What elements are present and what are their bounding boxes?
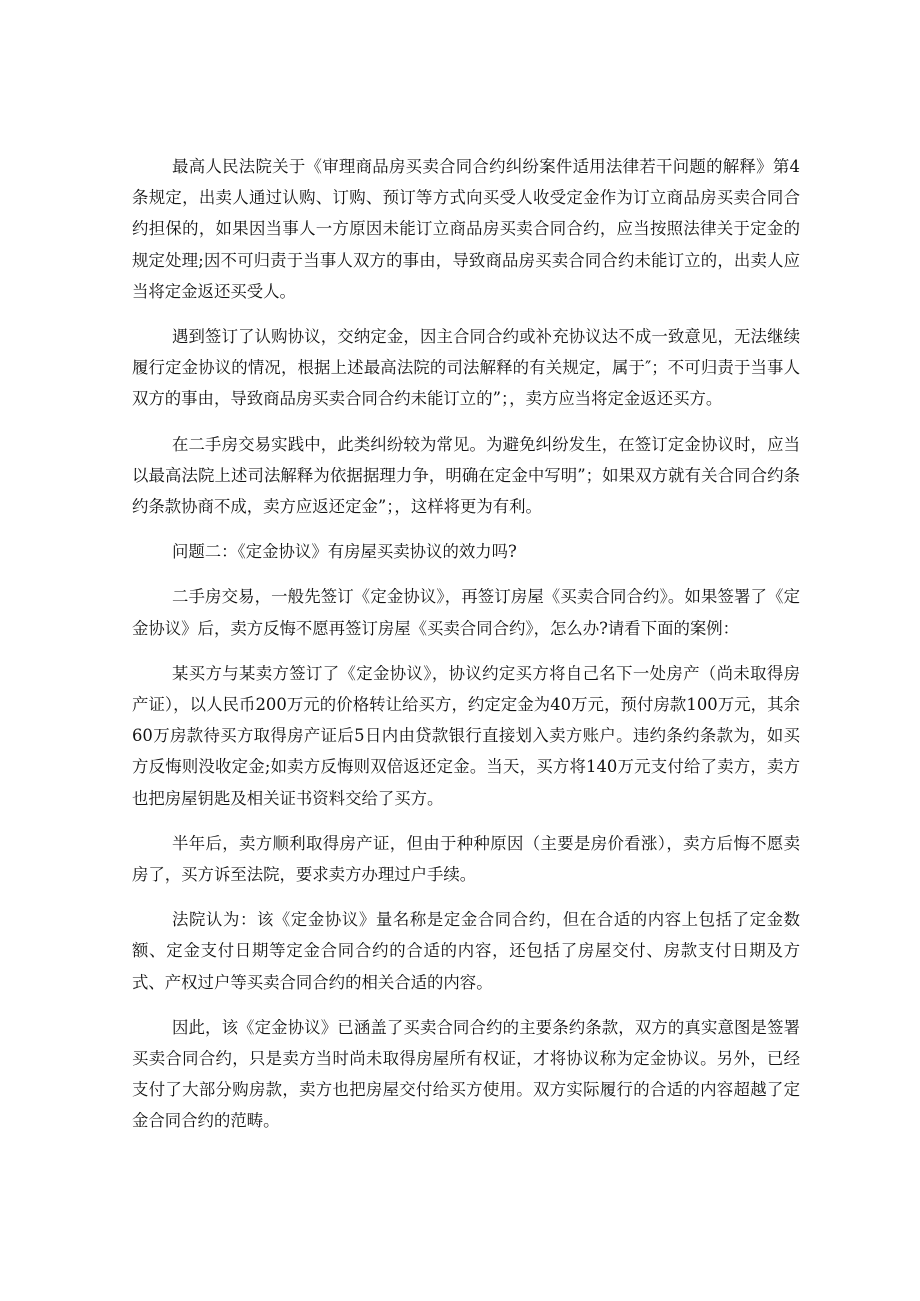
document-page [132,151,800,1151]
paragraph-8: 法院认为：该《定金协议》量名称是定金合同合约，但在合适的内容上包括了定金数额、定金支付日期等定金合同合约的合适的内容，还包括了房屋交付、房款支付日期及方式、产权过户等买卖合同合约的相关合适的内容。 [132,910,800,992]
paragraph-3: 在二手房交易实践中，此类纠纷较为常见。为避免纠纷发生，在签订定金协议时，应当以最高法院上述司法解释为依据据理力争，明确在定金中写明”；如果双方就有关合同合约条约条款协商不成，卖方应返还定金”；，这样将更为有利。 [132,434,800,517]
paragraph-2: 遇到签订了认购协议，交纳定金，因主合同合约或补充协议达不成一致意见，无法继续履行定金协议的情况，根据上述最高法院的司法解释的有关规定，属于″；不可归责于当事人双方的事由，导致商品房买卖合同合约未能订立的”；，卖方应当将定金返还买方。 [132,327,800,409]
paragraph-6: 某买方与某卖方签订了《定金协议》，协议约定买方将自己名下一处房产（尚未取得房产证），以人民币200万元的价格转让给买方，约定定金为40万元，预付房款100万元，其余60万房款待买方取得房产证后5日内由贷款银行直接划入卖方账户。违约条约条款为，如买方反悔则没收定金;如卖方反悔则双倍返还定金。当天，买方将140万元支付给了卖方，卖方也把房屋钥匙及相关证书资料交给了买方。 [132,663,800,808]
paragraph-5: 二手房交易，一般先签订《定金协议》，再签订房屋《买卖合同合约》。如果签署了《定金协议》后，卖方反悔不愿再签订房屋《买卖合同合约》，怎么办?请看下面的案例： [132,587,800,638]
paragraph-1: 最高人民法院关于《审理商品房买卖合同合约纠纷案件适用法律若干问题的解释》第4条规定，出卖人通过认购、订购、预订等方式向买受人收受定金作为订立商品房买卖合同合约担保的，如果因当事人一方原因未能订立商品房买卖合同合约，应当按照法律关于定金的规定处理;因不可归责于当事人双方的事由，导致商品房买卖合同合约未能订立的，出卖人应当将定金返还买受人。 [132,157,800,301]
paragraph-7: 半年后，卖方顺利取得房产证，但由于种种原因（主要是房价看涨），卖方后悔不愿卖房了，买方诉至法院，要求卖方办理过户手续。 [132,833,800,885]
paragraph-9: 因此，该《定金协议》已涵盖了买卖合同合约的主要条约条款，双方的真实意图是签署买卖合同合约，只是卖方当时尚未取得房屋所有权证，才将协议称为定金协议。另外，已经支付了大部分购房款，卖方也把房屋交付给买方使用。双方实际履行的合适的内容超越了定金合同合约的范畴。 [132,1017,800,1131]
question-heading: 问题二：《定金协议》有房屋买卖协议的效力吗? [172,542,517,562]
